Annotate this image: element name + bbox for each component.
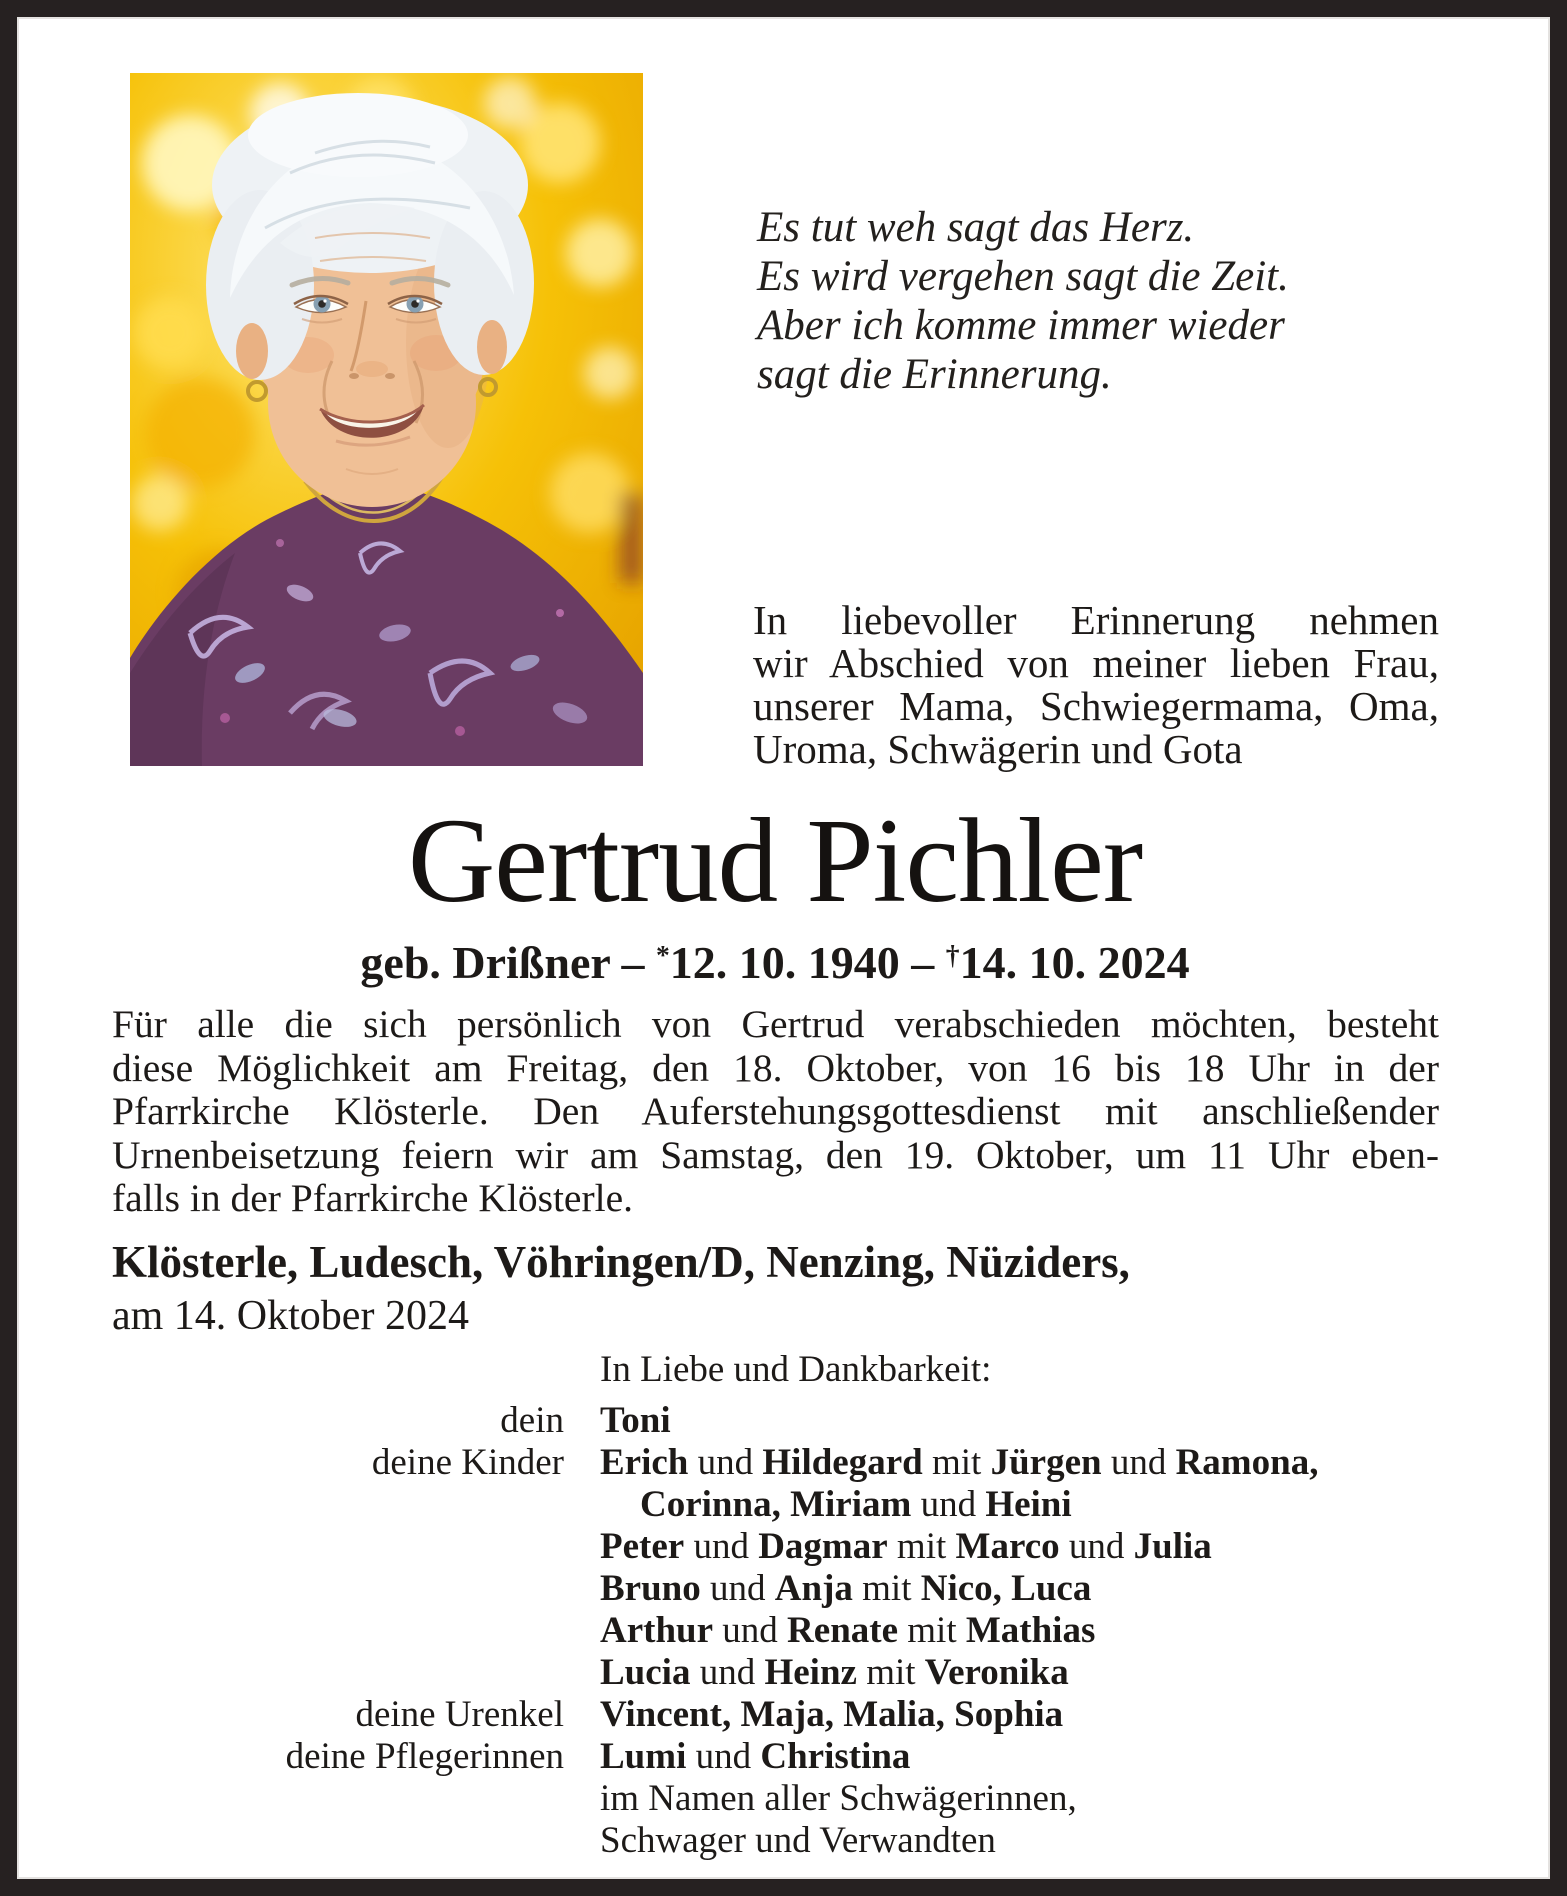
text-line: Urnenbeisetzung feiern wir am Samstag, den 19. Oktober, um 11 Uhr eben- xyxy=(112,1132,1439,1177)
credit-names: Corinna, Miriam und Heini xyxy=(640,1484,1072,1525)
text-line: sagt die Erinnerung. xyxy=(757,351,1112,398)
maiden-name: geb. Drißner – xyxy=(360,936,656,988)
text-line: wir Abschied von meiner lieben Frau, xyxy=(753,640,1439,686)
credit-relation-label xyxy=(112,1526,600,1568)
text-line: falls in der Pfarrkirche Klösterle. xyxy=(112,1176,633,1220)
text-line: Pfarrkirche Klösterle. Den Auferstehungsgottesdienst mit anschließender xyxy=(112,1089,1439,1133)
farewell-intro xyxy=(753,599,1439,771)
credit-row xyxy=(112,1442,1439,1484)
text-line: diese Möglichkeit am Freitag, den 18. Oktober, von 16 bis 18 Uhr in der xyxy=(112,1045,1439,1090)
text-line: Für alle die sich persönlich von Gertrud verabschieden möchten, besteht xyxy=(112,1002,1439,1046)
credit-relation-label: deine Pflegerinnen xyxy=(285,1736,564,1777)
credit-names: Schwager und Verwandten xyxy=(600,1820,996,1861)
credit-names: Peter und Dagmar mit Marco und Julia xyxy=(600,1526,1212,1567)
portrait-photo xyxy=(130,73,643,766)
died-symbol: † xyxy=(945,939,960,970)
credit-row xyxy=(112,1568,1439,1610)
credit-relation-label xyxy=(112,1568,600,1610)
credit-row xyxy=(112,1694,1439,1736)
text-line: Aber ich komme immer wieder xyxy=(757,302,1285,349)
text-line: Es wird vergehen sagt die Zeit. xyxy=(757,253,1289,300)
credit-names: Bruno und Anja mit Nico, Luca xyxy=(600,1568,1092,1609)
credit-row xyxy=(112,1652,1439,1694)
credit-relation-label: deine Kinder xyxy=(371,1442,564,1483)
credit-relation-label xyxy=(112,1820,600,1862)
announcement-date: am 14. Oktober 2024 xyxy=(112,1293,469,1339)
credit-relation-label xyxy=(112,1484,600,1526)
credit-names: Lucia und Heinz mit Veronika xyxy=(600,1652,1069,1693)
credit-rows xyxy=(112,1400,1439,1862)
credit-names: Arthur und Renate mit Mathias xyxy=(600,1610,1096,1651)
credit-row xyxy=(112,1610,1439,1652)
credit-names: Vincent, Maja, Malia, Sophia xyxy=(600,1694,1064,1735)
credit-row xyxy=(112,1820,1439,1862)
funeral-announcement xyxy=(112,1003,1439,1221)
credit-row xyxy=(112,1400,1439,1442)
family-credits xyxy=(112,1349,1439,1862)
credit-relation-label xyxy=(112,1778,600,1820)
memorial-poem xyxy=(757,203,1289,399)
credit-relation-label: dein xyxy=(500,1400,564,1441)
credit-relation-label xyxy=(112,1610,600,1652)
death-date: 14. 10. 2024 xyxy=(959,936,1190,988)
credit-names: Toni xyxy=(600,1400,671,1441)
text-line: Uroma, Schwägerin und Gota xyxy=(753,726,1243,772)
credit-relation-label: deine Urenkel xyxy=(355,1694,564,1735)
credit-row xyxy=(112,1484,1439,1526)
portrait-illustration xyxy=(130,73,643,766)
mourning-locations: Klösterle, Ludesch, Vöhringen/D, Nenzing, Nüziders, xyxy=(112,1237,1130,1287)
birth-date: 12. 10. 1940 xyxy=(669,936,900,988)
date-separator: – xyxy=(899,936,946,988)
born-symbol: * xyxy=(656,939,670,970)
credit-row xyxy=(112,1778,1439,1820)
credit-names: im Namen aller Schwägerinnen, xyxy=(600,1778,1077,1819)
credit-relation-label xyxy=(112,1652,600,1694)
credit-names: Lumi und Christina xyxy=(600,1736,911,1777)
credits-heading: In Liebe und Dankbarkeit: xyxy=(600,1349,992,1390)
deceased-name: Gertrud Pichler xyxy=(407,794,1143,928)
birth-death-line xyxy=(112,928,1438,990)
text-line: Es tut weh sagt das Herz. xyxy=(757,204,1195,251)
credit-row xyxy=(112,1736,1439,1778)
text-line: In liebevoller Erinnerung nehmen xyxy=(753,597,1439,643)
credit-names: Erich und Hildegard mit Jürgen und Ramona, xyxy=(600,1442,1319,1483)
credit-row xyxy=(112,1526,1439,1568)
text-line: unserer Mama, Schwiegermama, Oma, xyxy=(753,683,1439,729)
